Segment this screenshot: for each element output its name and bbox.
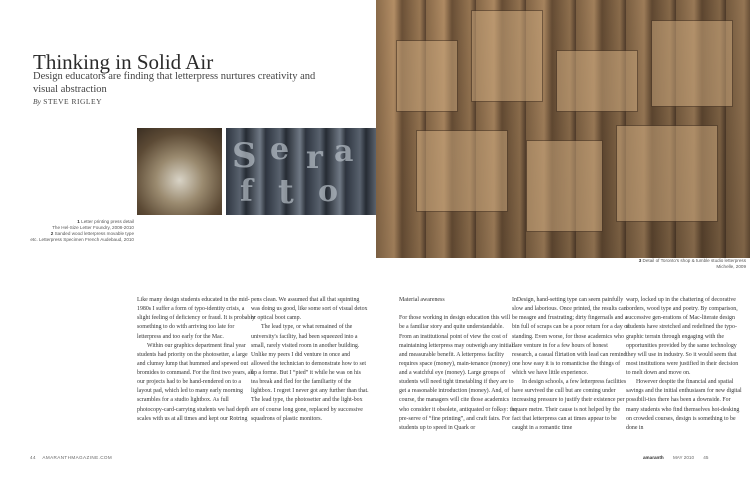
body-paragraph — [399, 305, 517, 314]
body-paragraph: The lead type, or what remained of the university's facility, had been squeezed into a small, rarely visited room in another building. Unlike my peers I did venture in once and allowed the technician to demonstrate how to set up a forme. But I “pied” it while he was on his tea break and fled for the familiarity of the lightbox. I regret I never got any further than that. The lead type, the photosetter and the light-box are of course long gone, replaced by successive squadrons of plastic monitors. — [251, 324, 369, 422]
magazine-name: amaranth — [643, 455, 664, 460]
caption-text: The Hel-Size Letter Foundry, 2008-2010 — [52, 225, 134, 230]
caption-text: Letter printing press detail — [81, 219, 134, 224]
byline-prefix: By — [33, 97, 41, 106]
text-column-4 — [512, 296, 630, 433]
byline-author: STEVE RIGLEY — [43, 97, 102, 106]
body-paragraph: InDesign, hand-setting type can seem painfully slow and laborious. Once printed, the results can be meagre and frustrating; dirty fingernails and a bin full of scraps can be a poor return for a day of standing. Even worse, for those academics who dare venture in for a few hours of honest research, a casual flirtation with lead can remind one how easy it is to romanticise the things of which we have little experience. — [512, 297, 630, 376]
body-paragraph: Within our graphics department final year students had priority on the photosetter, a large and clumsy lump that hummed and spewed out bromides to command. For the first two years, all our projects had to be hand-rendered on to a layout pad, which led to many early morning scrambles for a studio lightbox. As full photocopy-card-carrying students we had depth scales with us at all times and kept our Rotring — [137, 342, 254, 422]
caption-number: 2 — [50, 231, 55, 236]
caption-text: Michelle, 2009 — [716, 264, 746, 269]
site-url: AMARANTHMAGAZINE.COM — [42, 455, 113, 460]
issue-date: MAY 2010 — [672, 455, 694, 460]
movable-type-photo: S e r a f t o — [226, 128, 376, 215]
caption-number: 3 — [638, 258, 643, 263]
text-column-1 — [137, 296, 255, 424]
photo-captions-left — [30, 219, 134, 243]
article-title: Thinking in Solid Air — [33, 50, 214, 74]
caption-text: Detail of Toronto's shop & tumble studio letterpress — [642, 258, 746, 263]
caption-line — [560, 264, 746, 270]
caption-number: 1 — [77, 219, 82, 224]
footer-left — [30, 455, 112, 460]
caption-line — [30, 237, 134, 243]
wood-type-photo — [376, 0, 750, 258]
body-paragraph: Material awareness — [399, 297, 445, 303]
caption-text: etc. Letterpress Specimen French Audebaud, 2010 — [30, 237, 134, 242]
footer-right — [643, 455, 716, 460]
text-column-2 — [251, 296, 369, 424]
article-byline — [33, 97, 102, 106]
body-paragraph: Like many design students educated in the mid-1980s I suffer a form of typo-identity crisis, a slight feeling of deficiency or fraud. It is probably something to do with arriving too late for letterpress and too early for the Mac. — [137, 297, 255, 340]
body-paragraph: warp, locked up in the chattering of decorative borders, wood type and poetry. By comparison, successive gen-erations of Mac-literate design students have stretched and redefined the typo-graphic terrain through engaging with the opportunities provided by the same technology they will use in industry. So it would seem that most institutions were justified in their decision to melt down and move on. — [626, 297, 739, 376]
printing-press-photo — [137, 128, 222, 215]
body-paragraph: pens clean. We assumed that all that squinting was doing us good, like some sort of visual detox or optical boot camp. — [251, 297, 368, 322]
body-paragraph: However despite the financial and spatial savings and the initial enthusiasm for new digital possibili-ties there has been a downside. For many students who find themselves hot-desking on crowded courses, design is something to be done in — [626, 379, 742, 431]
body-paragraph: In design schools, a few letterpress facilities have survived the cull but are coming under increasing pressure to justify their existence per square metre. Their cause is not helped by the fact that letterpress can at times appear to be caught in a romantic time — [512, 379, 627, 431]
body-paragraph: For those working in design education this will be a familiar story and quite understandable. From an institutional point of view the cost of maintaining letterpress may outweigh any initial and measurable benefit. A letterpress facility requires space (money), main-tenance (money) and a watchful eye (money). Large groups of students will need tight timetabling if they are to get a reasonable introduction (money). And, of course, the managers will cite those academics who consider it obsolete, antiquated or folksy: the pre-serve of “fine printing”, and craft fairs. For students up to speed in Quark or — [399, 315, 517, 431]
page-number-left: 44 — [30, 455, 36, 460]
text-column-5 — [626, 296, 744, 433]
photo-caption-right — [560, 258, 746, 270]
text-column-3 — [399, 296, 517, 433]
article-subtitle: Design educators are finding that letterpress nurtures creativity and visual abstraction — [33, 71, 316, 95]
page-number-right: 45 — [703, 455, 709, 460]
caption-text: Sanded wood letterpress movable type — [54, 231, 134, 236]
